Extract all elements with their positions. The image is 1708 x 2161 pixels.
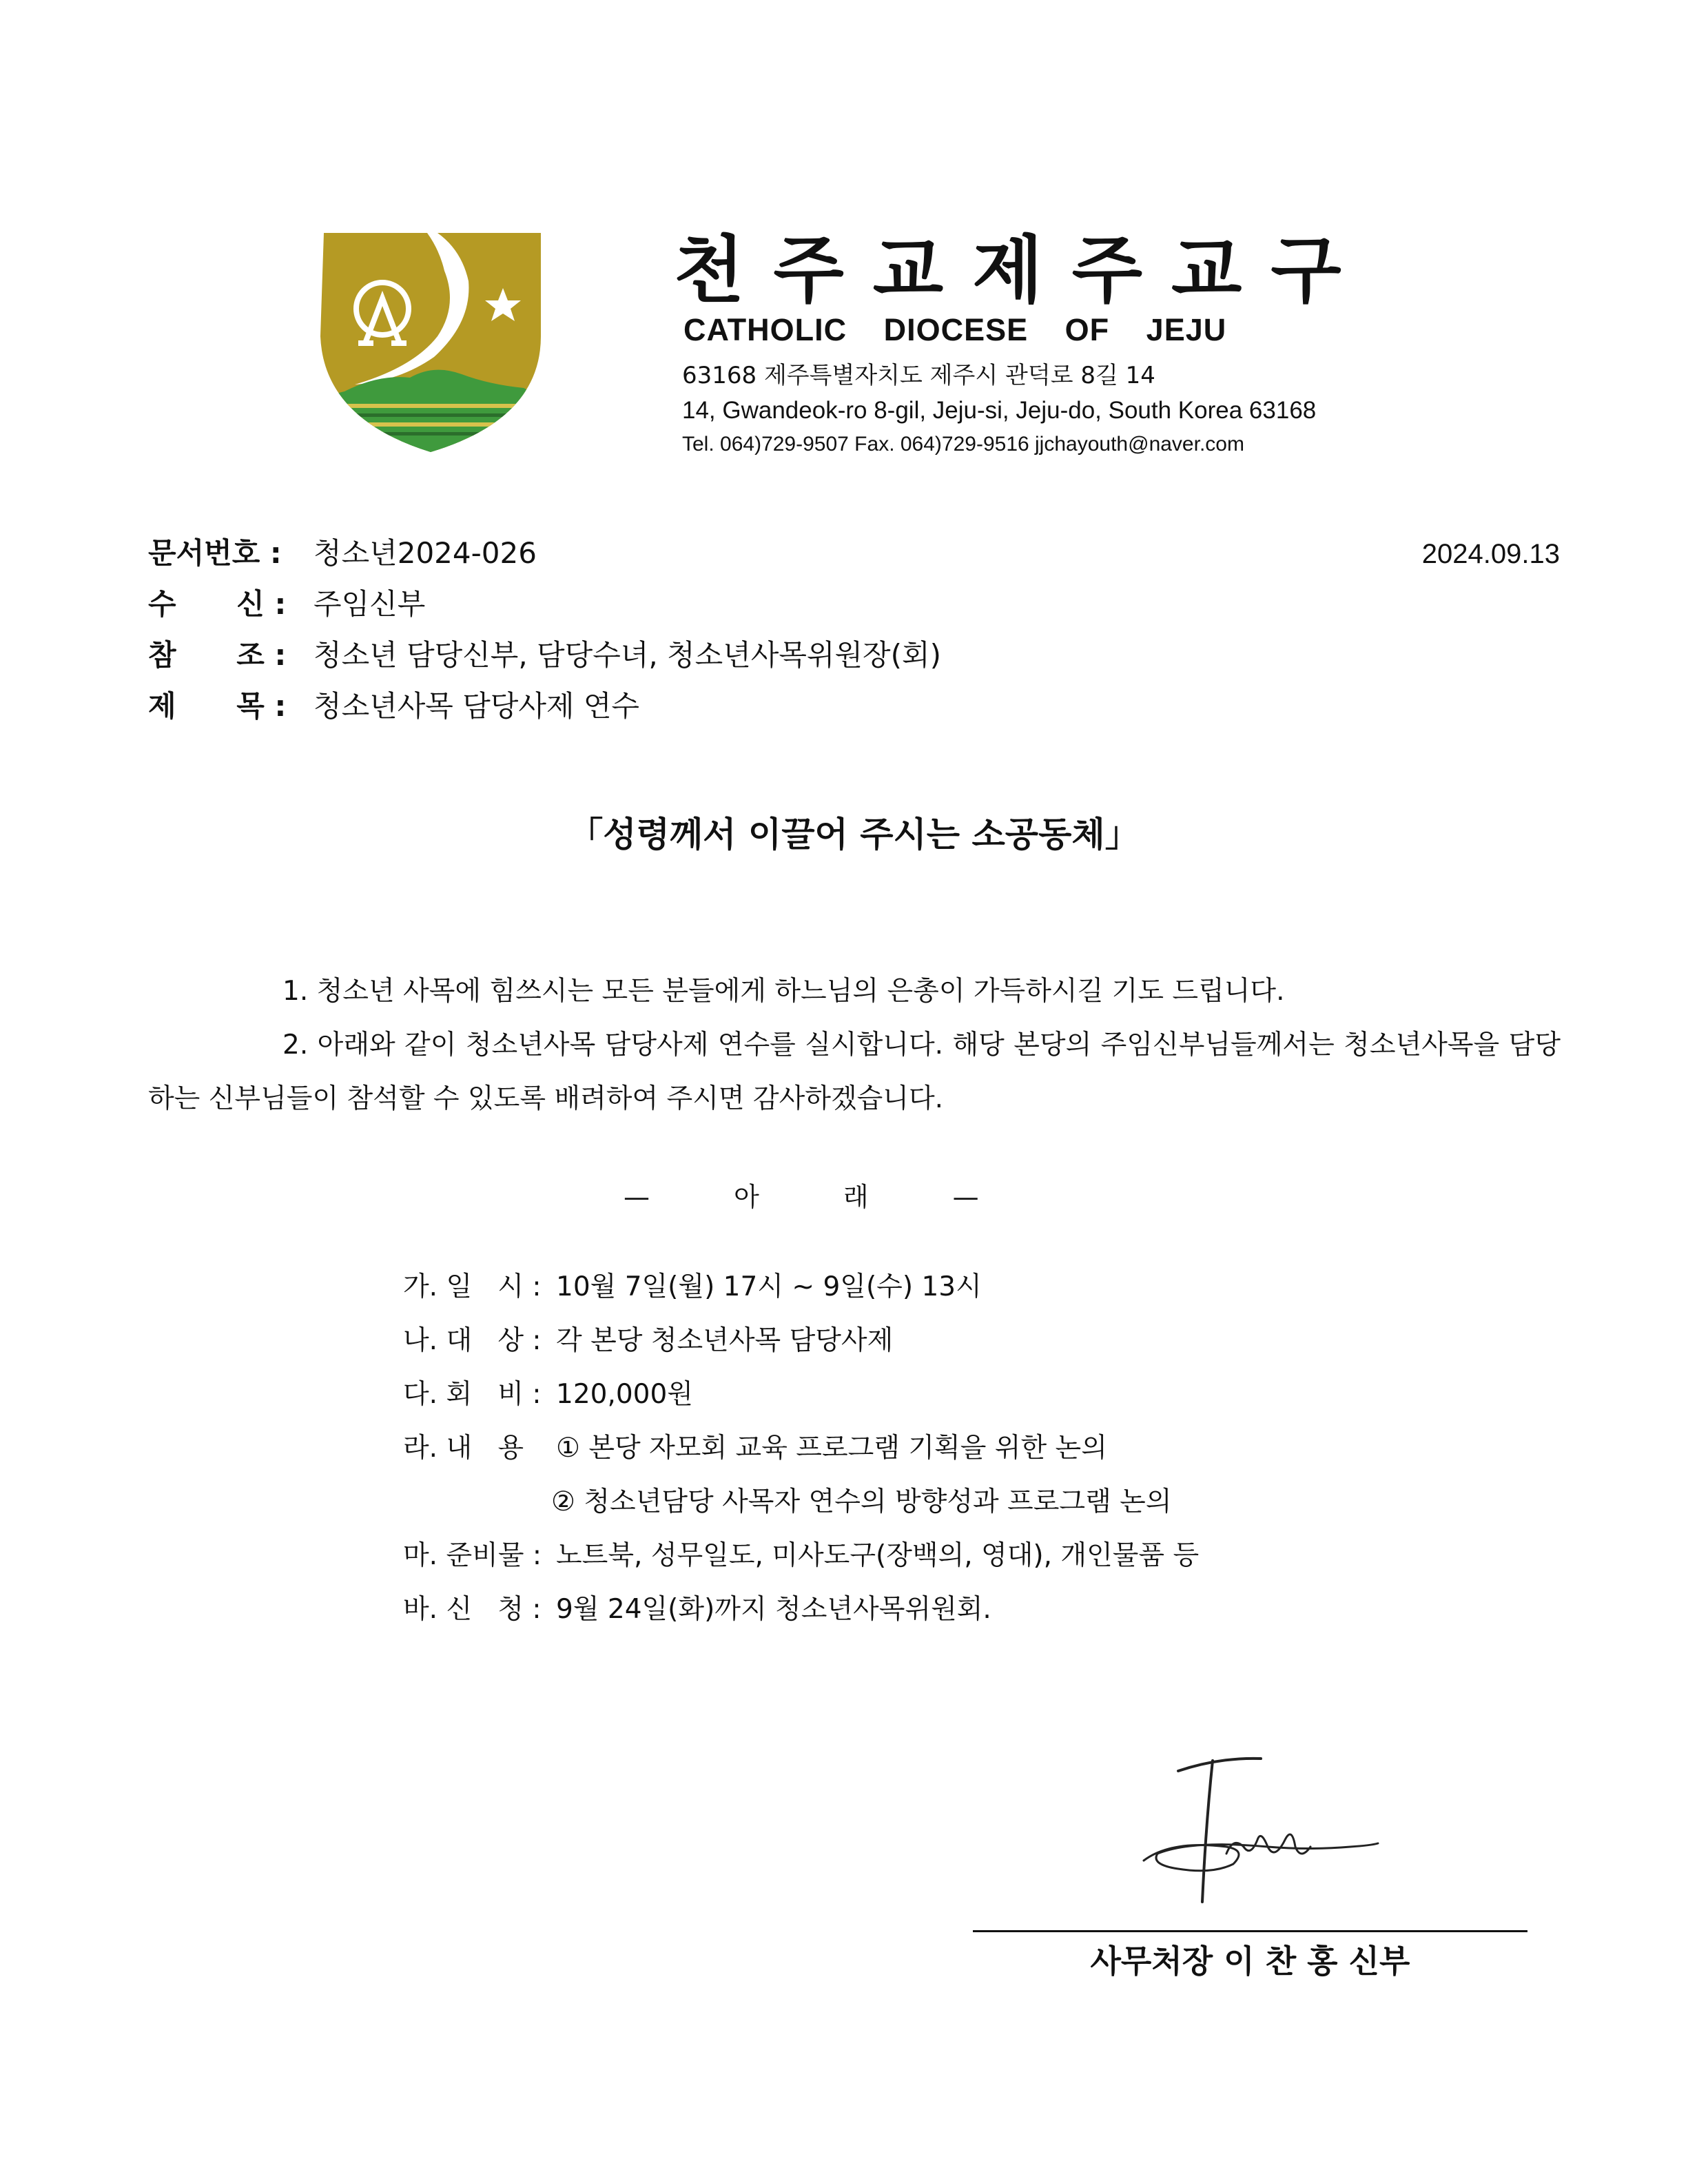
- detail-label: 마. 준비물 :: [403, 1540, 542, 1571]
- doc-number-label: 문서번호 :: [148, 536, 282, 570]
- detail-row: [403, 1327, 893, 1354]
- detail-value: 120,000원: [556, 1379, 693, 1410]
- detail-label: 가. 일 시 :: [403, 1271, 542, 1302]
- contact-info: Tel. 064)729-9507 Fax. 064)729-9516 jjchayouth@naver.com: [682, 433, 1244, 455]
- subject: 청소년사목 담당사제 연수: [313, 689, 639, 723]
- doc-date: 2024.09.13: [1421, 539, 1560, 569]
- address-en: 14, Gwandeok-ro 8-gil, Jeju-si, Jeju-do, South Korea 63168: [682, 397, 1317, 424]
- detail-value: 각 본당 청소년사목 담당사제: [556, 1325, 894, 1356]
- detail-label: 바. 신 청 :: [403, 1594, 542, 1625]
- detail-row: [403, 1542, 1199, 1569]
- detail-row: [403, 1596, 991, 1623]
- doc-number-row: [148, 536, 537, 570]
- subject-label: 제 목 :: [148, 689, 287, 723]
- detail-row: [403, 1273, 982, 1300]
- diocese-emblem-icon: [317, 233, 544, 453]
- document-title: 「성령께서 이끌어 주시는 소공동체」: [568, 815, 1140, 854]
- detail-row: [403, 1435, 1107, 1462]
- detail-value: ① 본당 자모회 교육 프로그램 기획을 위한 논의: [556, 1433, 1107, 1464]
- body-paragraph-2: 2. 아래와 같이 청소년사목 담당사제 연수를 실시합니다. 해당 본당의 주임신부님들께서는 청소년사목을 담당하는 신부님들이 참석할 수 있도록 배려하여 주시면 감사하겠습니다.: [148, 1030, 1561, 1114]
- signer-name: 사무처장 이 찬 홍 신부: [1090, 1943, 1410, 1980]
- recipient-label: 수 신 :: [148, 587, 287, 621]
- detail-row: [403, 1381, 693, 1408]
- reference-label: 참 조 :: [148, 638, 287, 672]
- detail-value: 10월 7일(월) 17시 ~ 9일(수) 13시: [556, 1271, 982, 1302]
- subject-row: [148, 689, 639, 723]
- reference: 청소년 담당신부, 담당수녀, 청소년사목위원장(회): [313, 638, 941, 672]
- body-paragraph-1: 1. 청소년 사목에 힘쓰시는 모든 분들에게 하느님의 은총이 가득하시길 기도 드립니다.: [282, 976, 1285, 1007]
- handwritten-signature: [1130, 1743, 1392, 1909]
- recipient-row: [148, 587, 426, 621]
- section-heading: — 아 래 —: [624, 1182, 979, 1212]
- detail-label: 나. 대 상 :: [403, 1325, 542, 1356]
- detail-value: 9월 24일(화)까지 청소년사목위원회.: [556, 1594, 991, 1625]
- detail-label: 다. 회 비 :: [403, 1379, 542, 1410]
- recipient: 주임신부: [313, 587, 426, 621]
- detail-row: [551, 1488, 1172, 1515]
- detail-label: 라. 내 용: [403, 1433, 524, 1464]
- address-ko: 63168 제주특별자치도 제주시 관덕로 8길 14: [682, 362, 1155, 389]
- detail-value: ② 청소년담당 사목자 연수의 방향성과 프로그램 논의: [551, 1486, 1172, 1517]
- reference-row: [148, 638, 941, 672]
- detail-value: 노트북, 성무일도, 미사도구(장백의, 영대), 개인물품 등: [556, 1540, 1200, 1571]
- org-name-ko: 천주교제주교구: [674, 228, 1370, 313]
- doc-number: 청소년2024-026: [313, 536, 537, 570]
- org-name-en: CATHOLIC DIOCESE OF JEJU: [683, 312, 1227, 347]
- signature-line: [973, 1930, 1527, 1932]
